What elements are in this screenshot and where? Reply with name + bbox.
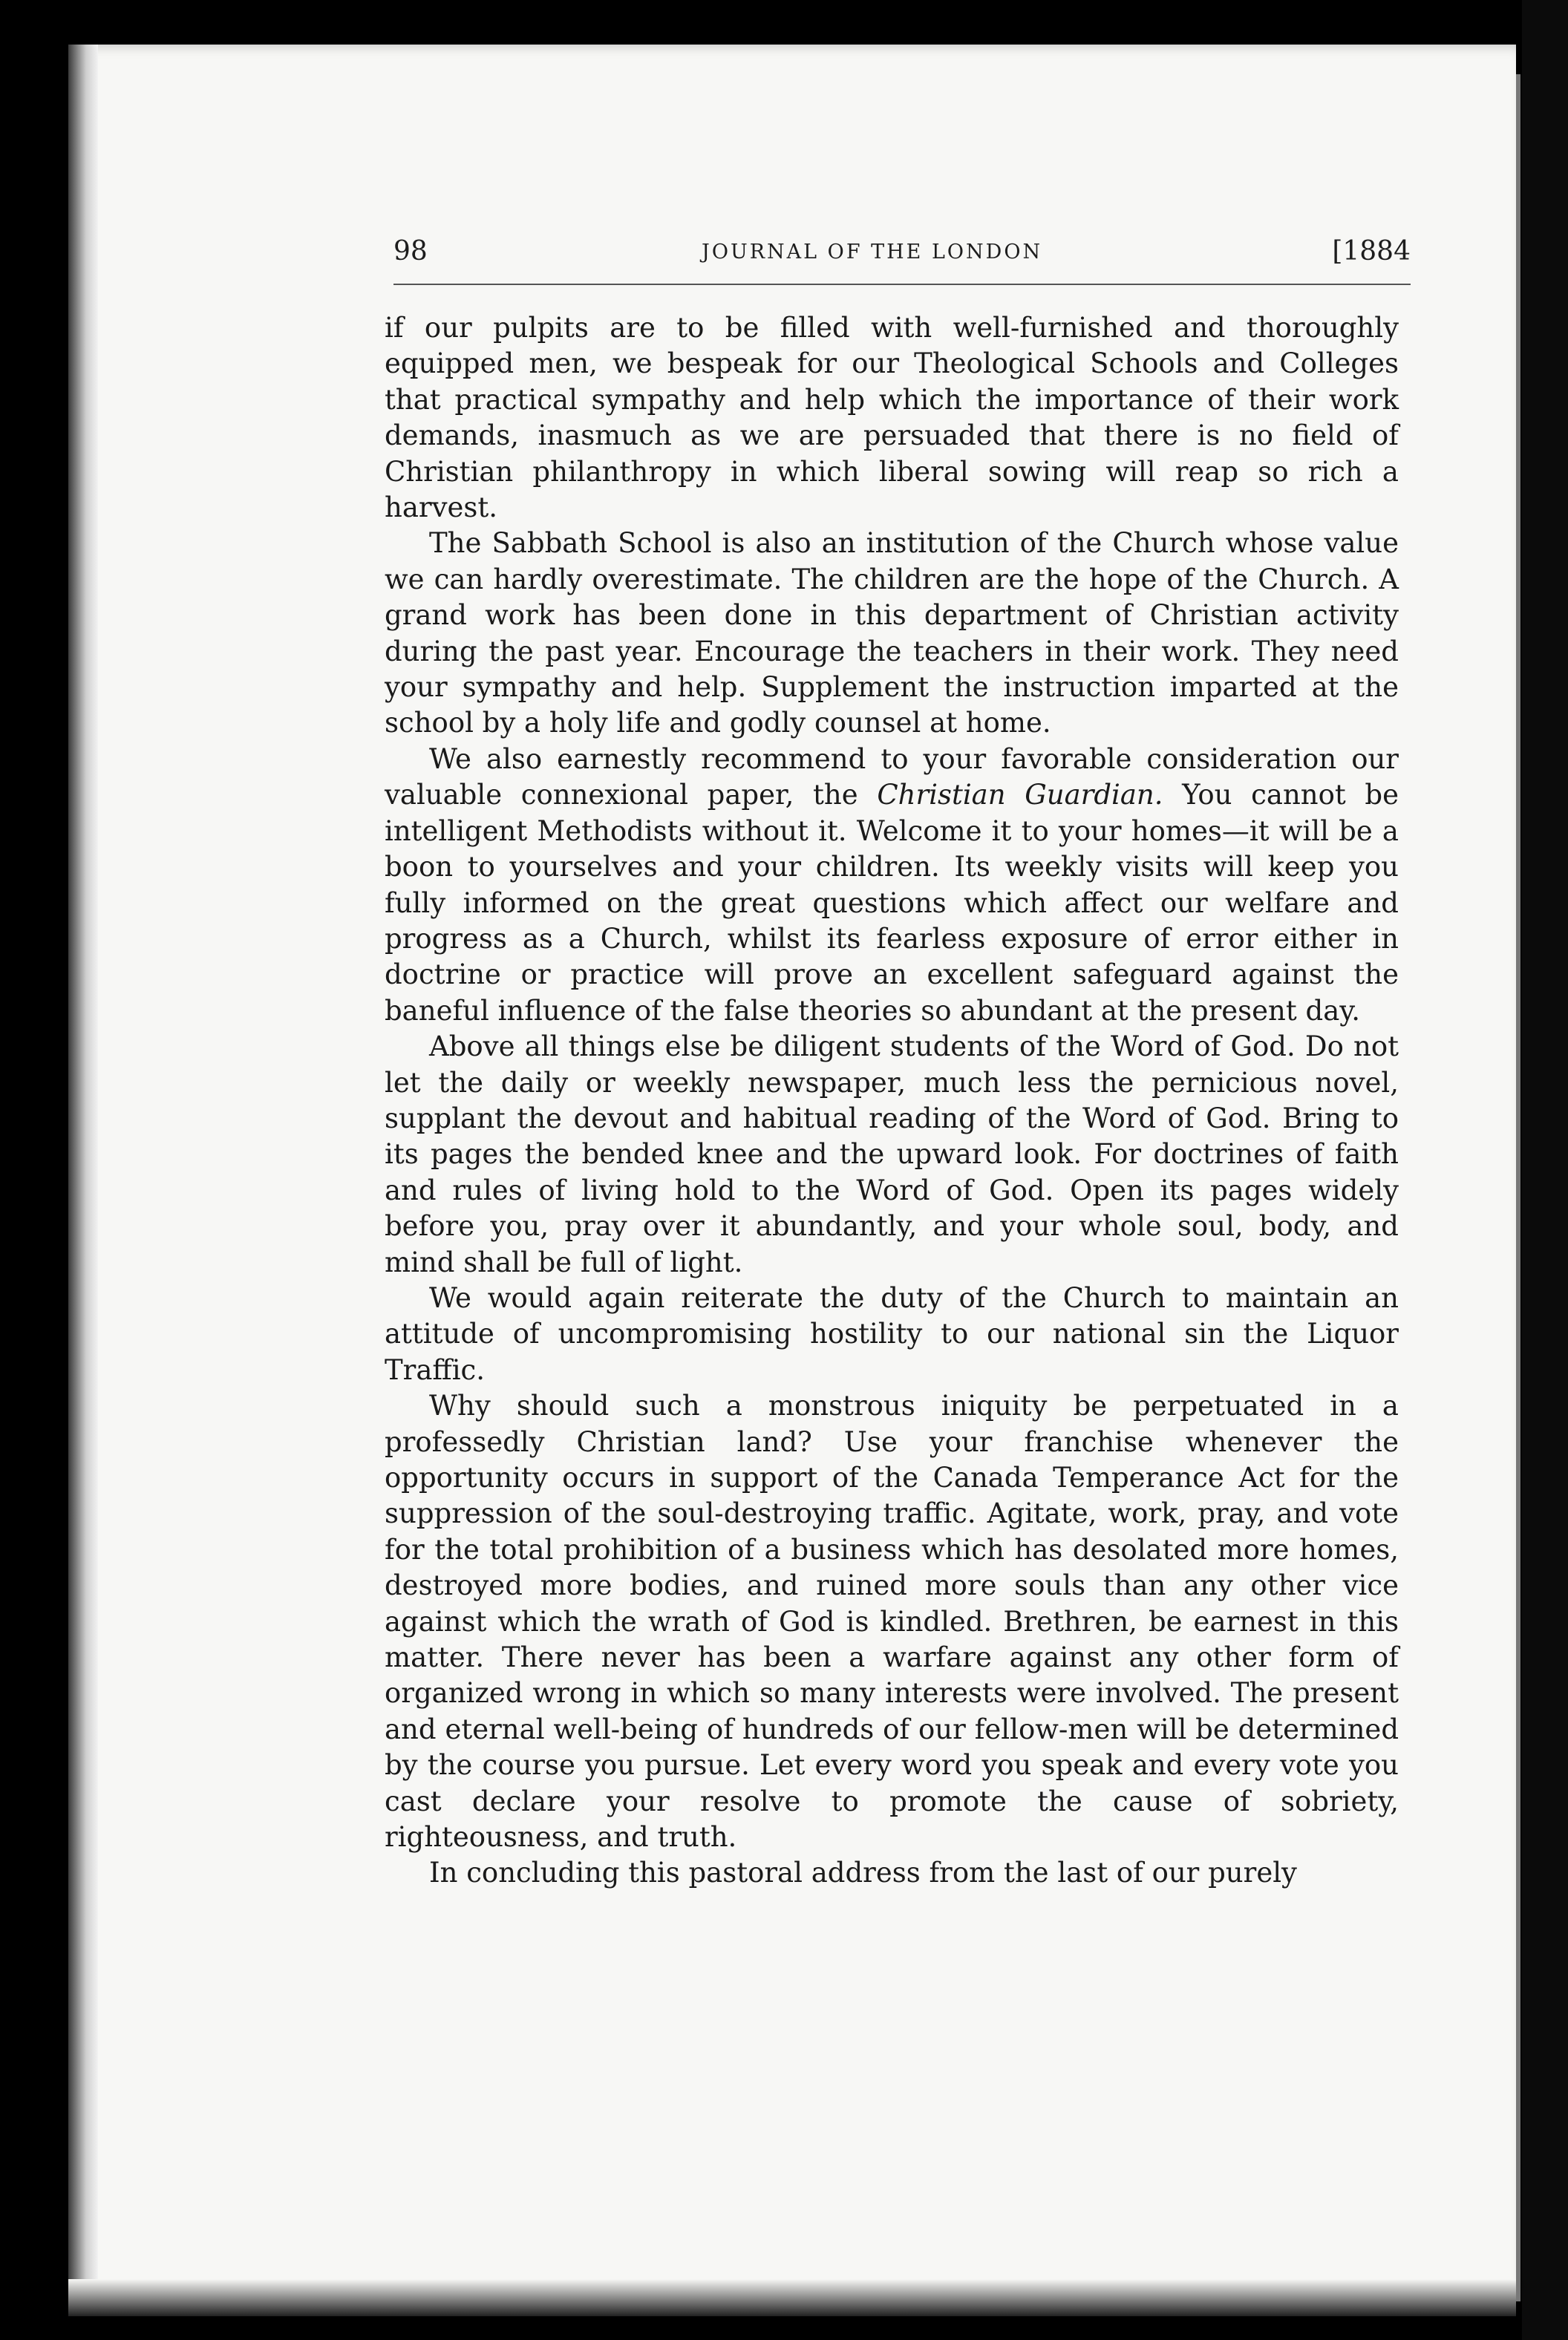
paragraph-liquor-traffic: We would again reiterate the duty of the Church to maintain an attitude of uncompromising hostility to our national sin the Liquor Traffic. [385, 1281, 1399, 1386]
running-title: JOURNAL OF THE LONDON [702, 241, 1043, 264]
paragraph-continuation: if our pulpits are to be filled with well-furnished and thoroughly equipped men, we bespeak for our Theological Schools and Colleges that practical sympathy and help which the importance of their work demands, inasmuch as we are persuaded that there is no field of Christian philanthropy in which liberal sowing will reap so rich a harvest. [385, 312, 1399, 524]
right-page-edge [1516, 74, 1520, 2301]
paragraph-sabbath-school: The Sabbath School is also an institution of the Church whose value we can hardly overestimate. The children are the hope of the Church. A grand work has been done in this department of Christian activity during the past year. Encourage the teachers in their work. They need your sympathy and help. Supplement the instruction imparted at the school by a holy life and godly counsel at home. [385, 527, 1399, 739]
paragraph-christian-guardian [385, 742, 1399, 1029]
paragraph-concluding: In concluding this pastoral address from the last of our purely [429, 1857, 1297, 1889]
page-number: 98 [393, 236, 428, 267]
running-header [393, 236, 1411, 281]
paragraph-text: We also earnestly recommend to your favorable consideration our valuable connexional paper, the [385, 742, 1399, 811]
binding-gutter-shadow [68, 45, 98, 2316]
bottom-page-shadow [68, 2279, 1516, 2316]
scan-border [1522, 0, 1568, 2340]
header-year: [1884 [1332, 236, 1411, 267]
body-text [385, 310, 1399, 1892]
paragraph-text: You cannot be intelligent Methodists without it. Welcome it to your homes—it will be a boon to yourselves and your children. Its weekly visits will keep you fully informed on the great questions which affect our welfare and progress as a Church, whilst its fearless exposure of error either in doctrine or practice will prove an excellent safeguard against the baneful influence of the false theories so abundant at the present day. [385, 779, 1399, 1027]
header-rule [393, 284, 1411, 285]
paragraph-temperance: Why should such a monstrous iniquity be perpetuated in a professedly Christian land? Use your franchise whenever the opportunity occurs in support of the Canada Temperance Act for the suppression of the soul-destroying traffic. Agitate, work, pray, and vote for the total prohibition of a business which has desolated more homes, destroyed more bodies, and ruined more souls than any other vice against which the wrath of God is kindled. Brethren, be earnest in this matter. There never has been a warfare against any other form of organized wrong in which so many interests were involved. The present and eternal well-being of hundreds of our fellow-men will be determined by the course you pursue. Let every word you speak and every vote you cast declare your resolve to promote the cause of sobriety, righteousness, and truth. [385, 1390, 1399, 1854]
paragraph-word-of-god: Above all things else be diligent students of the Word of God. Do not let the daily or weekly newspaper, much less the pernicious novel, supplant the devout and habitual reading of the Word of God. Bring to its pages the bended knee and the upward look. For doctrines of faith and rules of living hold to the Word of God. Open its pages widely before you, pray over it abundantly, and your whole soul, body, and mind shall be full of light. [385, 1030, 1399, 1278]
periodical-title: Christian Guardian. [877, 779, 1163, 811]
